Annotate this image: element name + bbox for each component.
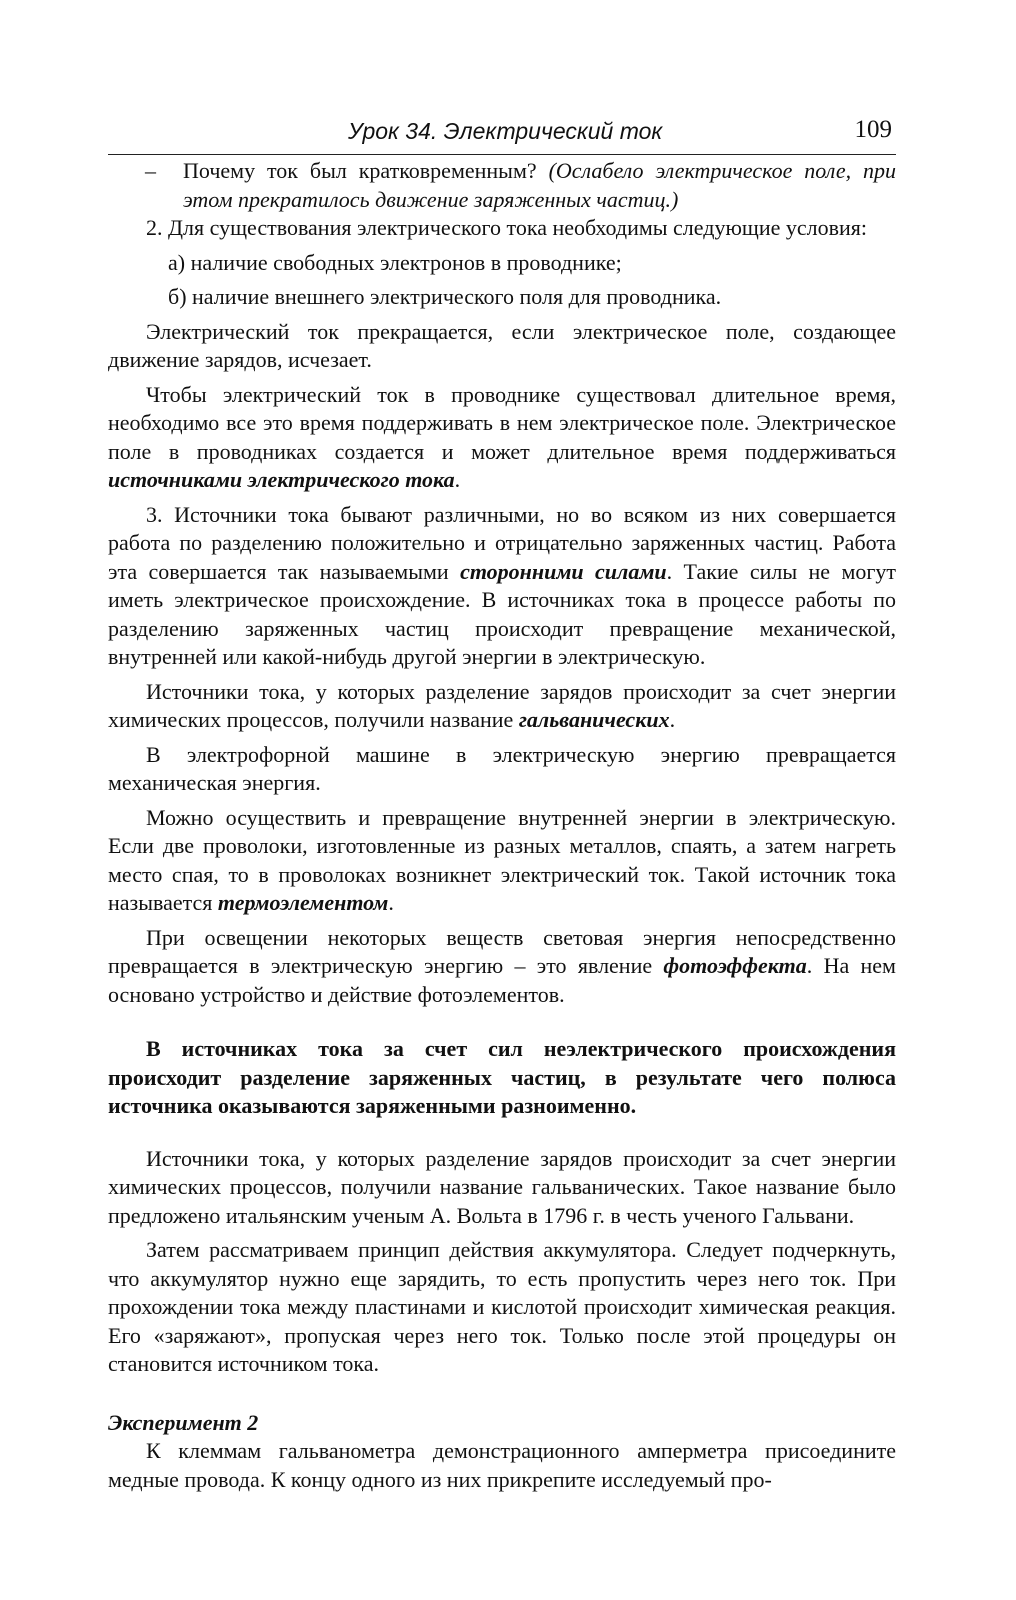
running-head-title: Урок 34. Электрический ток [348,118,663,144]
paragraph-current-stops: Электрический ток прекращается, если электрическое поле, создающее движение зарядов, исчезает. [108,318,896,372]
paragraph-text: . [454,467,461,492]
paragraph-text: Чтобы электрический ток в проводнике существовал длительное время, необходимо все это время поддерживать в нем электрическое поле. Электрическое поле в проводниках создается и может длительное время поддерживаться [108,381,896,464]
paragraph-galvanic [108,678,896,735]
paragraph-sustain-field [108,381,896,495]
list-item-b: б) наличие внешнего электрического поля для проводника. [168,284,722,309]
paragraph-text: При освещении некоторых веществ световая энергия непосредственно превращается в электрическую энергию – это явление [108,924,896,978]
paragraph-text: . [669,707,676,732]
paragraph-text: Можно осуществить и превращение внутренней энергии в электрическую. Если две проволоки, изготовленные из разных металлов, спаять, а затем нагреть место спая, то в проволоках возникнет электрический ток. Такой источник тока называется [108,804,896,915]
question-item [108,157,896,214]
paragraph-text: 3. Источники тока бывают различными, но во всяком из них совершается работа по разделению положительно и отрицательно заряженных частиц. Работа эта совершается так называемыми [108,501,896,584]
list-item-a: а) наличие свободных электронов в проводнике; [168,249,622,275]
paragraph-text: Источники тока, у которых разделение зарядов происходит за счет энергии химических процессов, получили название [108,678,896,732]
term-galvanic: гальванических [518,707,670,732]
paragraph-volta: Источники тока, у которых разделение зарядов происходит за счет энергии химических процессов, получили название гальванических. Такое название было предложено итальянским ученым А. Вольта в 1796 г. в честь ученого Гальвани. [108,1145,896,1228]
term-current-sources: источниками электрического тока [108,467,455,492]
question-text: Почему ток был кратковременным? [183,158,537,183]
paragraph-experiment: К клеммам гальванометра демонстрационного амперметра присоедините медные провода. К концу одного из них прикрепите исследуемый про- [108,1438,896,1492]
page-body [108,157,896,1494]
page-number: 109 [854,116,892,143]
paragraph-text: . Такие силы не могут иметь электрическое происхождение. В источниках тока в процессе работы по разделению заряженных частиц происходит превращение механической, внутренней или какой-нибудь другой энергии в электрическую. [108,558,897,669]
term-thermoelement: термоэлементом [217,890,389,915]
experiment-heading: Эксперимент 2 [108,1409,259,1435]
term-photoeffect: фотоэффекта [663,953,807,978]
paragraph-text: . [388,890,394,915]
term-external-forces: сторонними силами [460,558,667,584]
paragraph-photoeffect [108,924,896,1010]
dash-marker: – [145,158,156,183]
running-head [108,114,896,155]
paragraph-conditions: 2. Для существования электрического тока необходимы следующие условия: [146,215,868,240]
paragraph-sources [108,501,896,672]
paragraph-thermoelement [108,804,896,918]
paragraph-accumulator: Затем рассматриваем принцип действия аккумулятора. Следует подчеркнуть, что аккумулятор нужно еще зарядить, то есть пропустить через него ток. При прохождении тока между пластинами и кислотой происходит химическая реакция. Его «заряжают», пропуская через него ток. Только после этой процедуры он становится источником тока. [108,1237,896,1376]
paragraph-text: . На нем основано устройство и действие фотоэлементов. [108,953,896,1007]
question-answer: (Ослабело электрическое поле, при этом прекратилось движение заряженных частиц.) [183,158,896,212]
paragraph-electrophore: В электрофорной машине в электрическую энергию превращается механическая энергия. [108,741,896,795]
summary-statement: В источниках тока за счет сил неэлектрического происхождения происходит разделение заряженных частиц, в результате чего полюса источника оказываются заряженными разноименно. [108,1036,896,1118]
